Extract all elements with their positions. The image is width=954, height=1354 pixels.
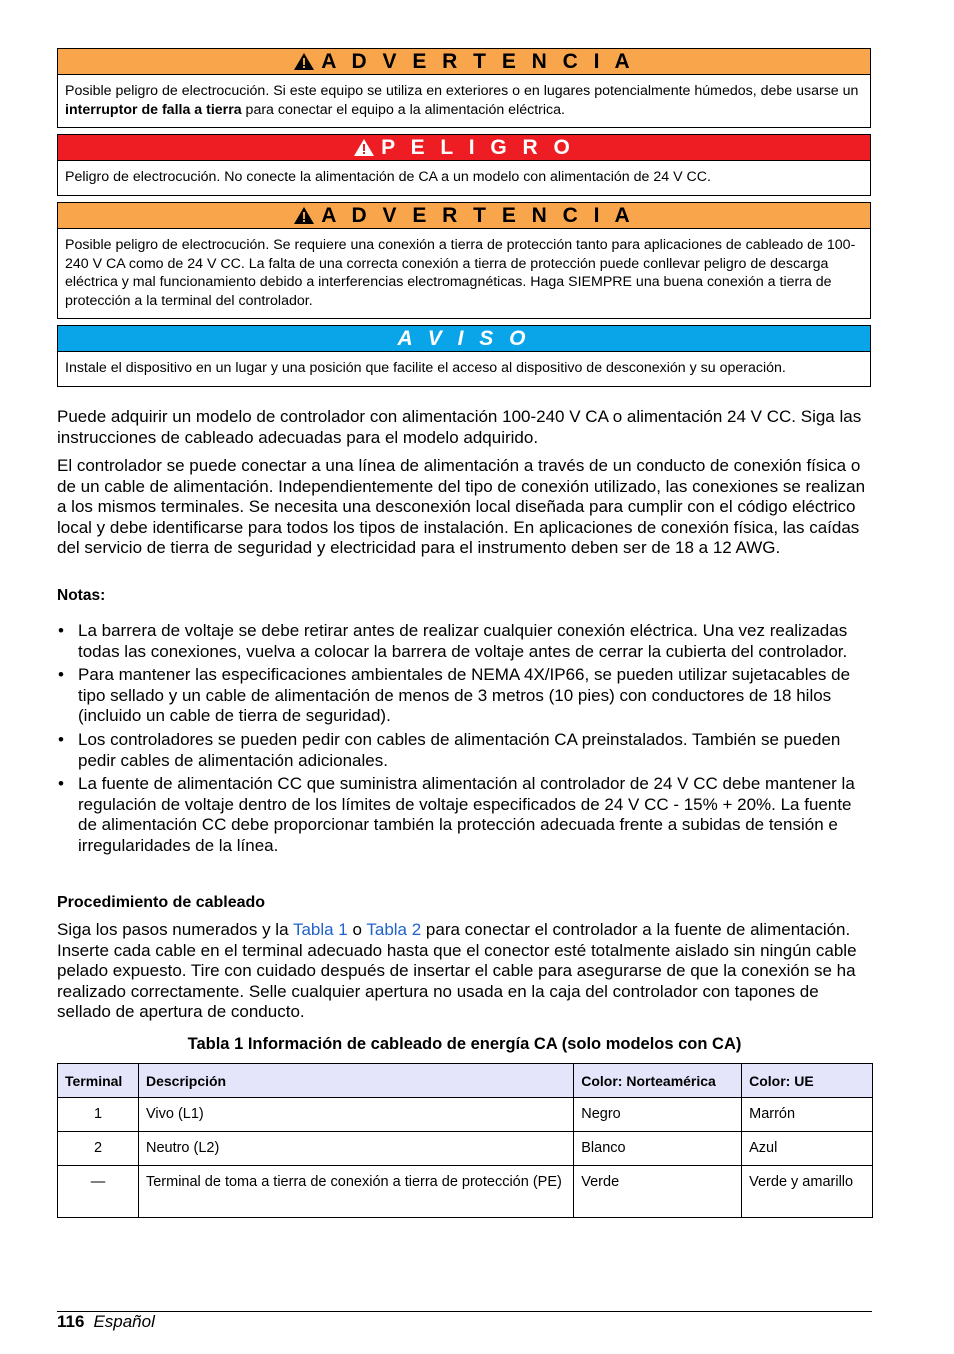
notice-box (57, 325, 871, 387)
warning-title: A D V E R T E N C I A (321, 204, 635, 227)
column-header: Color: UE (742, 1064, 873, 1098)
warning-header (58, 49, 870, 75)
table-1-link[interactable]: Tabla 1 (292, 920, 348, 939)
list-item: • La fuente de alimentación CC que suministra alimentación al controlador de 24 V CC debe mantener la regulación de voltaje dentro de los límites de voltaje especificados de 24 V CC - 15% + 20%. La fuente de alimentación CC debe proporcionar también la protección adecuada frente a subidas de tensión e irregularidades de la línea. (58, 774, 855, 855)
list-item: • La barrera de voltaje se debe retirar antes de realizar cualquier conexión eléctrica. Una vez realizadas todas las conexiones, vuelva a colocar la barrera de voltaje antes de cerrar la cubierta del controlador. (58, 621, 848, 661)
footer-divider (57, 1311, 872, 1312)
danger-title: P E L I G R O (381, 136, 575, 159)
warning-box-protective-earth (57, 202, 871, 319)
table-cell: Terminal de toma a tierra de conexión a tierra de protección (PE) (138, 1166, 573, 1218)
table-cell: — (58, 1166, 139, 1218)
table-caption: Tabla 1 Información de cableado de energía CA (solo modelos con CA) (187, 1035, 742, 1053)
table-cell: Vivo (L1) (138, 1098, 573, 1132)
table-row (58, 1098, 873, 1132)
intro-paragraph-2: El controlador se puede conectar a una línea de alimentación a través de un conducto de conexión física o de un cable de alimentación. Independientemente del tipo de conexión utilizado, las conexiones se realizan a los mismos terminales. Se necesita una desconexión local diseñada para cumplir con el código eléctrico local y debe identificarse para todos los tipos de instalación. En aplicaciones de conexión física, las caídas del servicio de tierra de seguridad y electricidad para el instrumento deben ser de 18 a 12 AWG. (57, 456, 866, 558)
warning-text: Posible peligro de electrocución. Si este equipo se utiliza en exteriores o en lugares potencialmente húmedos, debe usarse un interruptor de falla a tierra para conectar el equipo a la alimentación eléctrica. (65, 83, 859, 118)
table-row (58, 1166, 873, 1218)
notice-text: Instale el dispositivo en un lugar y una posición que facilite el acceso al dispositivo de desconexión y su operación. (65, 360, 786, 376)
column-header: Terminal (58, 1064, 139, 1098)
wiring-table (57, 1063, 873, 1218)
list-item: • Para mantener las especificaciones ambientales de NEMA 4X/IP66, se pueden utilizar sujetacables de tipo sellado y un cable de alimentación de menos de 3 metros (10 pies) con conductores de 18 hilos (incluido un cable de tierra de seguridad). (58, 665, 851, 726)
page-footer (57, 1312, 155, 1332)
procedure-heading: Procedimiento de cableado (57, 894, 266, 911)
table-cell: Marrón (742, 1098, 873, 1132)
table-header-row (58, 1064, 873, 1098)
procedure-paragraph: Siga los pasos numerados y la Tabla 1 o Tabla 2 para conectar el controlador a la fuente de alimentación. Inserte cada cable en el terminal adecuado hasta que el conector esté totalmente aislado sin ningún cable pelado expuesto. Tire con cuidado después de insertar el cable para asegurarse de que la conexión se ha realizado correctamente. Selle cualquier apertura no usada en la caja del controlador con tapones de sellado de apertura de conducto. (57, 920, 857, 1022)
warning-triangle-icon (293, 206, 315, 225)
table-row (58, 1132, 873, 1166)
table-cell: Blanco (574, 1132, 742, 1166)
bullet-icon: • (58, 621, 64, 640)
table-2-link[interactable]: Tabla 2 (366, 920, 422, 939)
notice-title: A V I S O (397, 327, 531, 350)
table-cell: Azul (742, 1132, 873, 1166)
column-header: Descripción (138, 1064, 573, 1098)
bullet-icon: • (58, 665, 64, 685)
bullet-icon: • (58, 774, 64, 794)
warning-box-ground-fault (57, 48, 871, 128)
notes-list (57, 621, 872, 860)
warning-text: Posible peligro de electrocución. Se requiere una conexión a tierra de protección tanto para aplicaciones de cableado de 100-240 V CA como de 24 V CC. La falta de una correcta conexión a tierra de protección puede conllevar peligro de descarga eléctrica y mal funcionamiento debido a interferencias electromagnéticas. Haga SIEMPRE una buena conexión a tierra de protección a la terminal del controlador. (65, 237, 856, 309)
warning-triangle-icon (293, 52, 315, 71)
danger-box (57, 134, 871, 196)
column-header: Color: Norteamérica (574, 1064, 742, 1098)
warning-title: A D V E R T E N C I A (321, 50, 635, 73)
notes-heading: Notas: (57, 587, 106, 604)
page-number: 116 (57, 1312, 85, 1331)
warning-triangle-icon (353, 138, 375, 157)
danger-text: Peligro de electrocución. No conecte la alimentación de CA a un modelo con alimentación de 24 V CC. (65, 169, 711, 185)
table-cell: Neutro (L2) (138, 1132, 573, 1166)
danger-header (58, 135, 870, 161)
intro-paragraph-1: Puede adquirir un modelo de controlador con alimentación 100-240 V CA o alimentación 24 V CC. Siga las instrucciones de cableado adecuadas para el modelo adquirido. (57, 407, 862, 447)
notice-header (58, 326, 870, 352)
warning-header (58, 203, 870, 229)
table-cell: Verde y amarillo (742, 1166, 873, 1218)
table-cell: Verde (574, 1166, 742, 1218)
list-item: • Los controladores se pueden pedir con cables de alimentación CA preinstalados. También se pueden pedir cables de alimentación adicionales. (58, 729, 841, 770)
bullet-icon: • (58, 729, 64, 749)
table-cell: 2 (58, 1132, 139, 1166)
table-cell: 1 (58, 1098, 139, 1132)
table-cell: Negro (574, 1098, 742, 1132)
footer-language: Español (93, 1312, 155, 1331)
